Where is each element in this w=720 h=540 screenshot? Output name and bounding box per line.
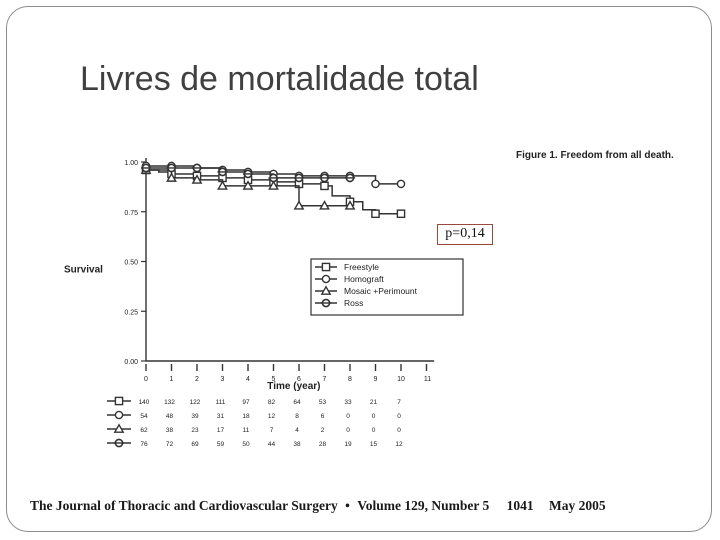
journal-citation bbox=[30, 498, 606, 514]
journal-name: The Journal of Thoracic and Cardiovascular Surgery bbox=[30, 498, 338, 513]
risk-count: 39 bbox=[191, 413, 199, 420]
risk-count: 72 bbox=[165, 441, 174, 448]
risk-count: 97 bbox=[242, 399, 250, 406]
risk-count: 31 bbox=[216, 413, 225, 420]
x-tick-label: 4 bbox=[246, 376, 250, 383]
legend-label: Freestyle bbox=[344, 262, 379, 272]
risk-count: 33 bbox=[344, 399, 352, 406]
risk-count: 11 bbox=[242, 427, 250, 434]
risk-count: 18 bbox=[242, 413, 250, 420]
journal-volume: Volume 129, Number 5 bbox=[357, 498, 490, 513]
risk-count: 28 bbox=[318, 441, 327, 448]
journal-date: May 2005 bbox=[549, 498, 606, 513]
risk-count: 140 bbox=[138, 399, 150, 406]
risk-count: 6 bbox=[320, 413, 325, 420]
risk-count: 48 bbox=[165, 413, 174, 420]
x-tick-label: 0 bbox=[144, 376, 148, 383]
risk-count: 12 bbox=[267, 413, 276, 420]
x-tick-label: 5 bbox=[271, 376, 276, 383]
x-tick-label: 1 bbox=[169, 376, 174, 383]
data-point-circle bbox=[372, 180, 379, 187]
risk-count: 15 bbox=[369, 441, 378, 448]
risk-count: 111 bbox=[215, 399, 226, 406]
risk-row-marker-circle bbox=[115, 411, 122, 418]
legend-marker-circle bbox=[322, 275, 329, 282]
risk-count: 38 bbox=[165, 427, 174, 434]
risk-count: 44 bbox=[267, 441, 276, 448]
legend-label: Mosaic +Perimount bbox=[344, 286, 417, 296]
risk-count: 0 bbox=[371, 413, 376, 420]
risk-count: 0 bbox=[397, 427, 401, 434]
slide-title: Livres de mortalidade total bbox=[80, 60, 479, 98]
risk-count: 132 bbox=[164, 399, 175, 406]
x-tick-label: 10 bbox=[397, 376, 405, 383]
legend-label: Ross bbox=[344, 298, 364, 308]
risk-count: 0 bbox=[397, 413, 401, 420]
risk-count: 12 bbox=[395, 441, 403, 448]
x-tick-label: 9 bbox=[373, 376, 378, 383]
data-point-square bbox=[321, 182, 328, 189]
y-tick-label: 0.25 bbox=[124, 309, 138, 317]
legend-label: Homograft bbox=[344, 274, 384, 284]
risk-count: 7 bbox=[269, 427, 274, 434]
x-tick-label: 8 bbox=[348, 376, 352, 383]
y-tick-label: 0.50 bbox=[124, 259, 138, 267]
risk-count: 17 bbox=[216, 427, 225, 434]
risk-count: 8 bbox=[295, 413, 299, 420]
x-tick-label: 11 bbox=[423, 376, 432, 383]
y-tick-label: 1.00 bbox=[124, 160, 138, 167]
risk-count: 64 bbox=[293, 399, 301, 406]
figure-caption: Figure 1. Freedom from all death. bbox=[516, 150, 674, 161]
data-point-square bbox=[372, 210, 379, 217]
data-point-circle bbox=[397, 180, 404, 187]
risk-count: 4 bbox=[295, 427, 299, 434]
risk-count: 38 bbox=[293, 441, 301, 448]
risk-count: 54 bbox=[140, 413, 148, 420]
y-tick-label: 0.00 bbox=[124, 359, 138, 366]
risk-count: 19 bbox=[344, 441, 352, 448]
x-tick-label: 2 bbox=[195, 376, 199, 383]
risk-count: 69 bbox=[191, 441, 199, 448]
risk-count: 82 bbox=[267, 399, 276, 406]
risk-count: 59 bbox=[216, 441, 225, 448]
y-tick-label: 0.75 bbox=[124, 209, 138, 217]
risk-count: 53 bbox=[318, 399, 327, 406]
y-axis-label: Survival bbox=[64, 264, 103, 276]
risk-row-marker-square bbox=[115, 397, 122, 404]
data-point-square bbox=[397, 210, 404, 217]
legend-marker-square bbox=[322, 263, 329, 270]
risk-count: 122 bbox=[189, 399, 201, 406]
risk-count: 21 bbox=[369, 399, 378, 406]
p-value-box: p=0,14 bbox=[437, 224, 493, 245]
risk-count: 0 bbox=[346, 427, 350, 434]
x-tick-label: 7 bbox=[322, 376, 327, 383]
journal-separator: • bbox=[345, 498, 350, 513]
risk-count: 0 bbox=[346, 413, 350, 420]
x-axis-label: Time (year) bbox=[267, 381, 321, 392]
risk-count: 2 bbox=[320, 427, 325, 434]
risk-count: 0 bbox=[371, 427, 376, 434]
risk-count: 23 bbox=[191, 427, 199, 434]
risk-count: 76 bbox=[140, 441, 148, 448]
risk-count: 62 bbox=[140, 427, 148, 434]
x-tick-label: 6 bbox=[297, 376, 301, 383]
risk-count: 7 bbox=[397, 399, 401, 406]
journal-page: 1041 bbox=[506, 498, 534, 513]
x-tick-label: 3 bbox=[220, 376, 225, 383]
risk-count: 50 bbox=[242, 441, 250, 448]
